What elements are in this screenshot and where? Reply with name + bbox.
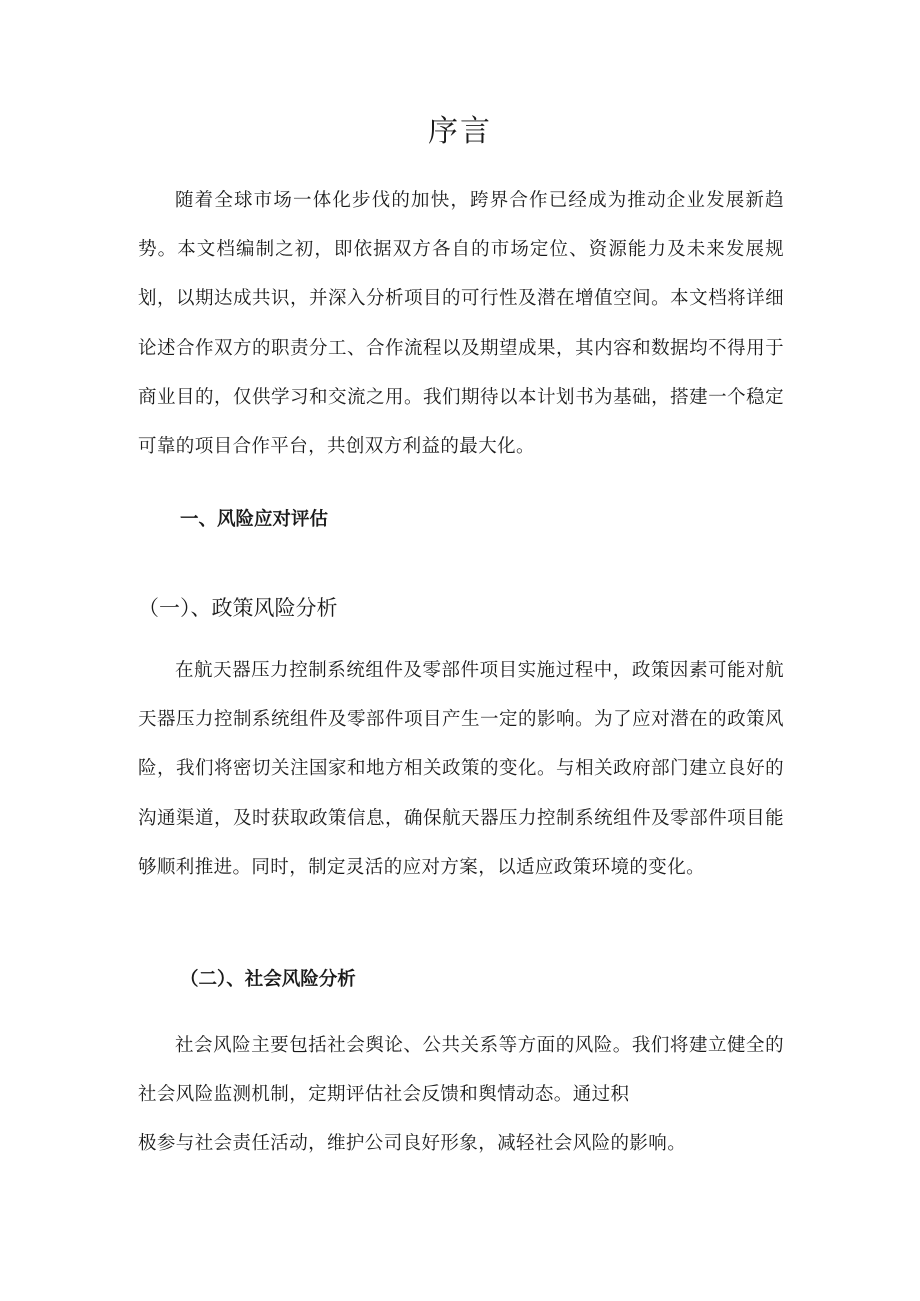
- policy-risk-paragraph: 在航天器压力控制系统组件及零部件项目实施过程中，政策因素可能对航天器压力控制系统组件及零部件项目产生一定的影响。为了应对潜在的政策风险，我们将密切关注国家和地方相关政策的变化。与相关政府部门建立良好的沟通渠道，及时获取政策信息，确保航天器压力控制系统组件及零部件项目能够顺利推进。同时，制定灵活的应对方案，以适应政策环境的变化。: [138, 660, 784, 878]
- section-heading-risk-assessment: 一、风险应对评估: [180, 509, 329, 530]
- preface-paragraph: 随着全球市场一体化步伐的加快，跨界合作已经成为推动企业发展新趋势。本文档编制之初，即依据双方各自的市场定位、资源能力及未来发展规划，以期达成共识，并深入分析项目的可行性及潜在增值空间。本文档将详细论述合作双方的职责分工、合作流程以及期望成果，其内容和数据均不得用于商业目的，仅供学习和交流之用。我们期待以本计划书为基础，搭建一个稳定可靠的项目合作平台，共创双方利益的最大化。: [138, 190, 784, 458]
- social-risk-text-part1: 社会风险主要包括社会舆论、公共关系等方面的风险。我们将建立健全的社会风险监测机制，定期评估社会反馈和舆情动态。通过积: [138, 1035, 784, 1106]
- subsection-heading-social-risk: （二）、社会风险分析: [180, 969, 356, 990]
- social-risk-paragraph: [138, 1021, 784, 1169]
- social-risk-text-part2: 极参与社会责任活动，维护公司良好形象，减轻社会风险的影响。: [138, 1133, 687, 1155]
- subsection-heading-policy-risk: （一）、政策风险分析: [138, 596, 338, 620]
- document-title: 序言: [428, 114, 492, 149]
